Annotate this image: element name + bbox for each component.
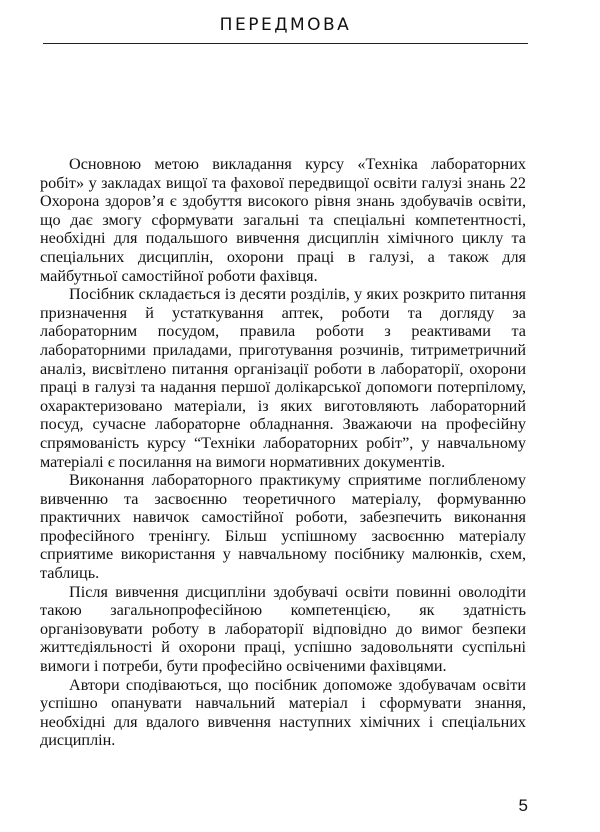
paragraph-practicum: Виконання лабораторного практикуму сприятиме поглибленому вивченню та засвоєнню теоретичного матеріалу, формуванню практичних навичок самостійної роботи, забезпечить виконання професійного тренінгу. Більш успішному засвоєнню матеріалу сприятиме використання у навчальному посібнику малюнків, схем, таблиць. [40,471,526,583]
paragraph-structure: Посібник складається із десяти розділів, у яких розкрито питання призначення й устаткування аптек, роботи та догляду за лабораторним посудом, правила роботи з реактивами та лабораторними приладами, приготування розчинів, титриметричний аналіз, висвітлено питання організації роботи в лабораторії, охорони праці в галузі та надання першої долікарської допомоги потерпілому, охарактеризовано матеріали, із яких виготовляють лабораторний посуд, сучасне лабораторне обладнання. Зважаючи на професійну спрямованість курсу “Техніки лабораторних робіт”, у навчальному матеріалі є посилання на вимоги нормативних документів. [40,285,526,471]
paragraph-purpose: Основною метою викладання курсу «Техніка лабораторних робіт» у закладах вищої та фахової передвищої освіти галузі знань 22 Охорона здоров’я є здобуття високого рівня знань здобувачів освіти, що дає змогу сформувати загальні та спеціальні компетентності, необхідні для подальшого вивчення дисциплін хімічного циклу та спеціальних дисциплін, охорони праці в галузі, а також для майбутньої самостійної роботи фахівця. [40,155,526,285]
running-header-title: ПЕРЕДМОВА [219,15,352,35]
body-text [40,155,526,750]
paragraph-authors: Автори сподіваються, що посібник допоможе здобувачам освіти успішно опанувати навчальний матеріал і сформувати знання, необхідні для вдалого вивчення наступних хімічних і спеціальних дисциплін. [40,675,526,750]
paragraph-competence: Після вивчення дисципліни здобувачі освіти повинні оволодіти такою загальнопрофесійною компетенцією, як здатність організовувати роботу в лабораторії відповідно до вимог безпеки життєдіяльності й охорони праці, успішно задовольняти суспільні вимоги і потреби, бути професійно освіченими фахівцями. [40,582,526,676]
page-number: 5 [518,796,528,815]
header-rule [43,43,528,44]
